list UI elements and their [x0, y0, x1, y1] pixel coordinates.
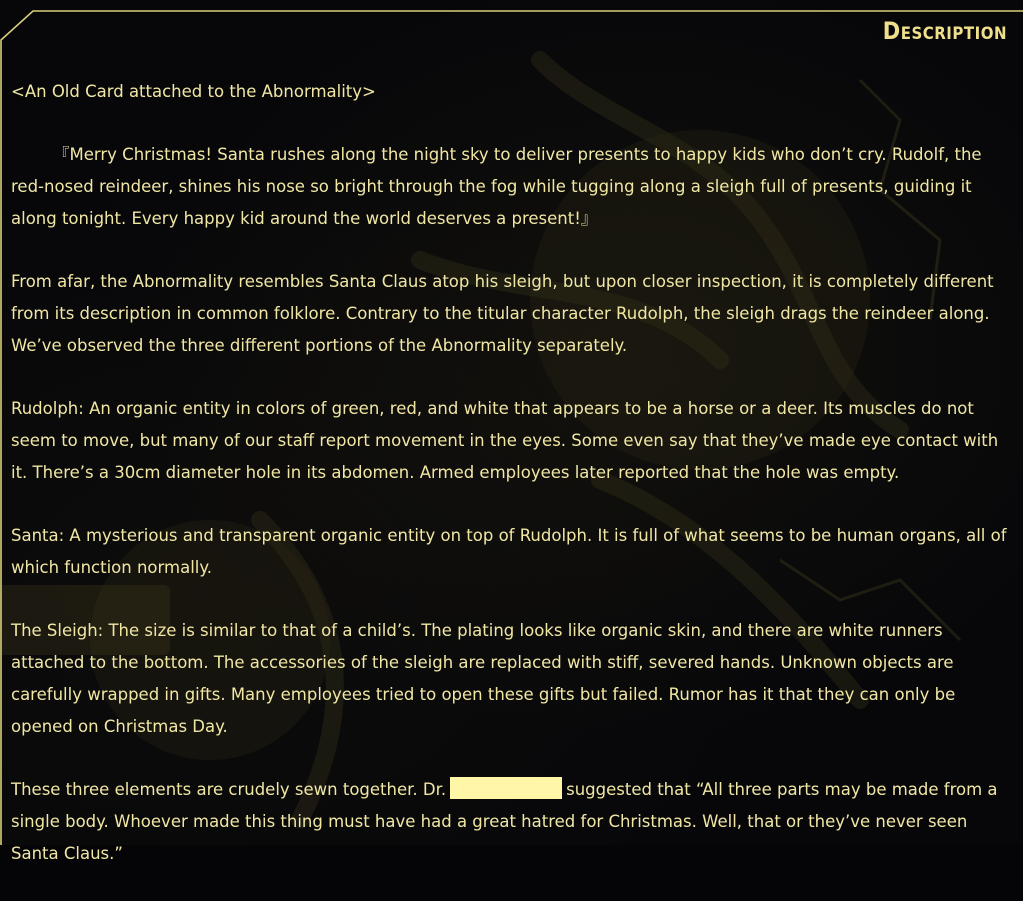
- paragraph-sleigh: The Sleigh: The size is similar to that of a child’s. The plating looks like organic skin, and there are white runners attached to the bottom. The accessories of the sleigh are replaced with stiff, severed hands. Unknown objects are carefully wrapped in gifts. Many employees tried to open these gifts but failed. Rumor has it that they can only be opened on Christmas Day.: [11, 621, 956, 736]
- paragraph-santa: Santa: A mysterious and transparent organic entity on top of Rudolph. It is full of what seems to be human organs, all of which function normally.: [11, 526, 1007, 577]
- elements-text-end: suggested that “All three parts may be made from a single body. Whoever made this thing must have had a great hatred for Christmas. Well, that or they’ve never seen Santa Claus.”: [11, 780, 998, 863]
- card-quote: 『Merry Christmas! Santa rushes along the night sky to deliver presents to happy kids who don’t cry. Rudolf, the red-nosed reindeer, shines his nose so bright through the fog while tugging along a sleigh full of presents, guiding it along tonight. Every happy kid around the world deserves a present!』: [11, 145, 982, 228]
- paragraph-rudolph: Rudolph: An organic entity in colors of green, red, and white that appears to be a horse or a deer. Its muscles do not seem to move, but many of our staff report movement in the eyes. Some even say that they’ve made eye contact with it. There’s a 30cm diameter hole in its abdomen. Armed employees later reported that the hole was empty.: [11, 399, 999, 482]
- redacted-name-block: [450, 777, 562, 799]
- section-title: Description: [882, 17, 1007, 45]
- elements-text-start: These three elements are crudely sewn together. Dr.: [11, 780, 447, 799]
- card-caption: <An Old Card attached to the Abnormality>: [11, 82, 376, 101]
- description-content: [11, 76, 1011, 901]
- paragraph-afar: From afar, the Abnormality resembles Santa Claus atop his sleigh, but upon closer inspection, it is completely different from its description in common folklore. Contrary to the titular character Rudolph, the sleigh drags the reindeer along. We’ve observed the three different portions of the Abnormality separately.: [11, 272, 994, 355]
- paragraph-elements: [11, 774, 1011, 870]
